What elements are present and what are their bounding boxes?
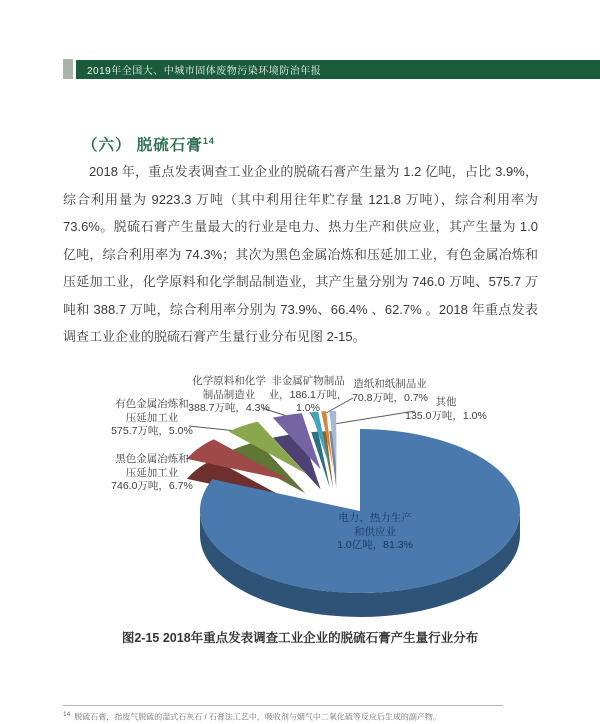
figure-caption: 图2-15 2018年重点发表调查工业企业的脱硫石膏产生量行业分布 [121, 631, 479, 645]
callout-power: 电力、热力生产 和供应业 1.0亿吨，81.3% [337, 512, 413, 551]
callout-paper: 造纸和纸制品业 70.8万吨，0.7% [352, 378, 428, 404]
pie-chart-figure [0, 360, 600, 628]
body-paragraph: 2018 年，重点发表调查工业企业的脱硫石膏产生量为 1.2 亿吨，占比 3.9%，综合利用量为 9223.3 万吨（其中利用往年贮存量 121.8 万吨），综合利用率为 73.6%。脱硫石膏产生量最大的行业是电力、热力生产和供应业，其产生量为 1.0 亿吨，综合利用率为 74.3%；其次为黑色金属冶炼和压延加工业，有色金属冶炼和压延加工业，化学原料和化学制品制造业，其产生量分别为 746.0 万吨、575.7 万吨和 388.7 万吨，综合利用率分别为 73.9%、66.4% 、62.7% 。2018 年重点发表调查工业企业的脱硫石膏产生量行业分布见图 2-15。 [63, 164, 538, 344]
header-bar [76, 60, 600, 79]
section-heading-text: （六） 脱硫石膏 [82, 137, 203, 154]
footnote [63, 709, 543, 723]
footnote-divider [63, 705, 503, 706]
callout-other: 其他 135.0万吨，1.0% [405, 396, 487, 422]
callout-nonmetal: 非金属矿物制品 业，186.1万吨， 1.0% [268, 375, 348, 414]
header-accent-square [63, 59, 73, 79]
header-title: 2019年全国大、中城市固体废物污染环境防治年报 [87, 66, 322, 77]
footnote-text: 脱硫石膏，指废气脱硫的湿式石灰石 / 石膏法工艺中，吸收剂与烟气中二氧化硫等反应后生成的副产物。 [74, 712, 441, 722]
footnote-marker: 14 [63, 711, 71, 718]
callout-nonferrous: 有色金属冶炼和 压延加工业 575.7万吨，5.0% [111, 398, 193, 437]
callout-ferrous: 黑色金属冶炼和 压延加工业 746.0万吨，6.7% [111, 453, 193, 492]
callout-chemical: 化学原料和化学 制品制造业 388.7万吨，4.3% [188, 375, 270, 414]
section-heading [82, 133, 215, 155]
section-heading-footnote-ref: 14 [202, 135, 215, 146]
